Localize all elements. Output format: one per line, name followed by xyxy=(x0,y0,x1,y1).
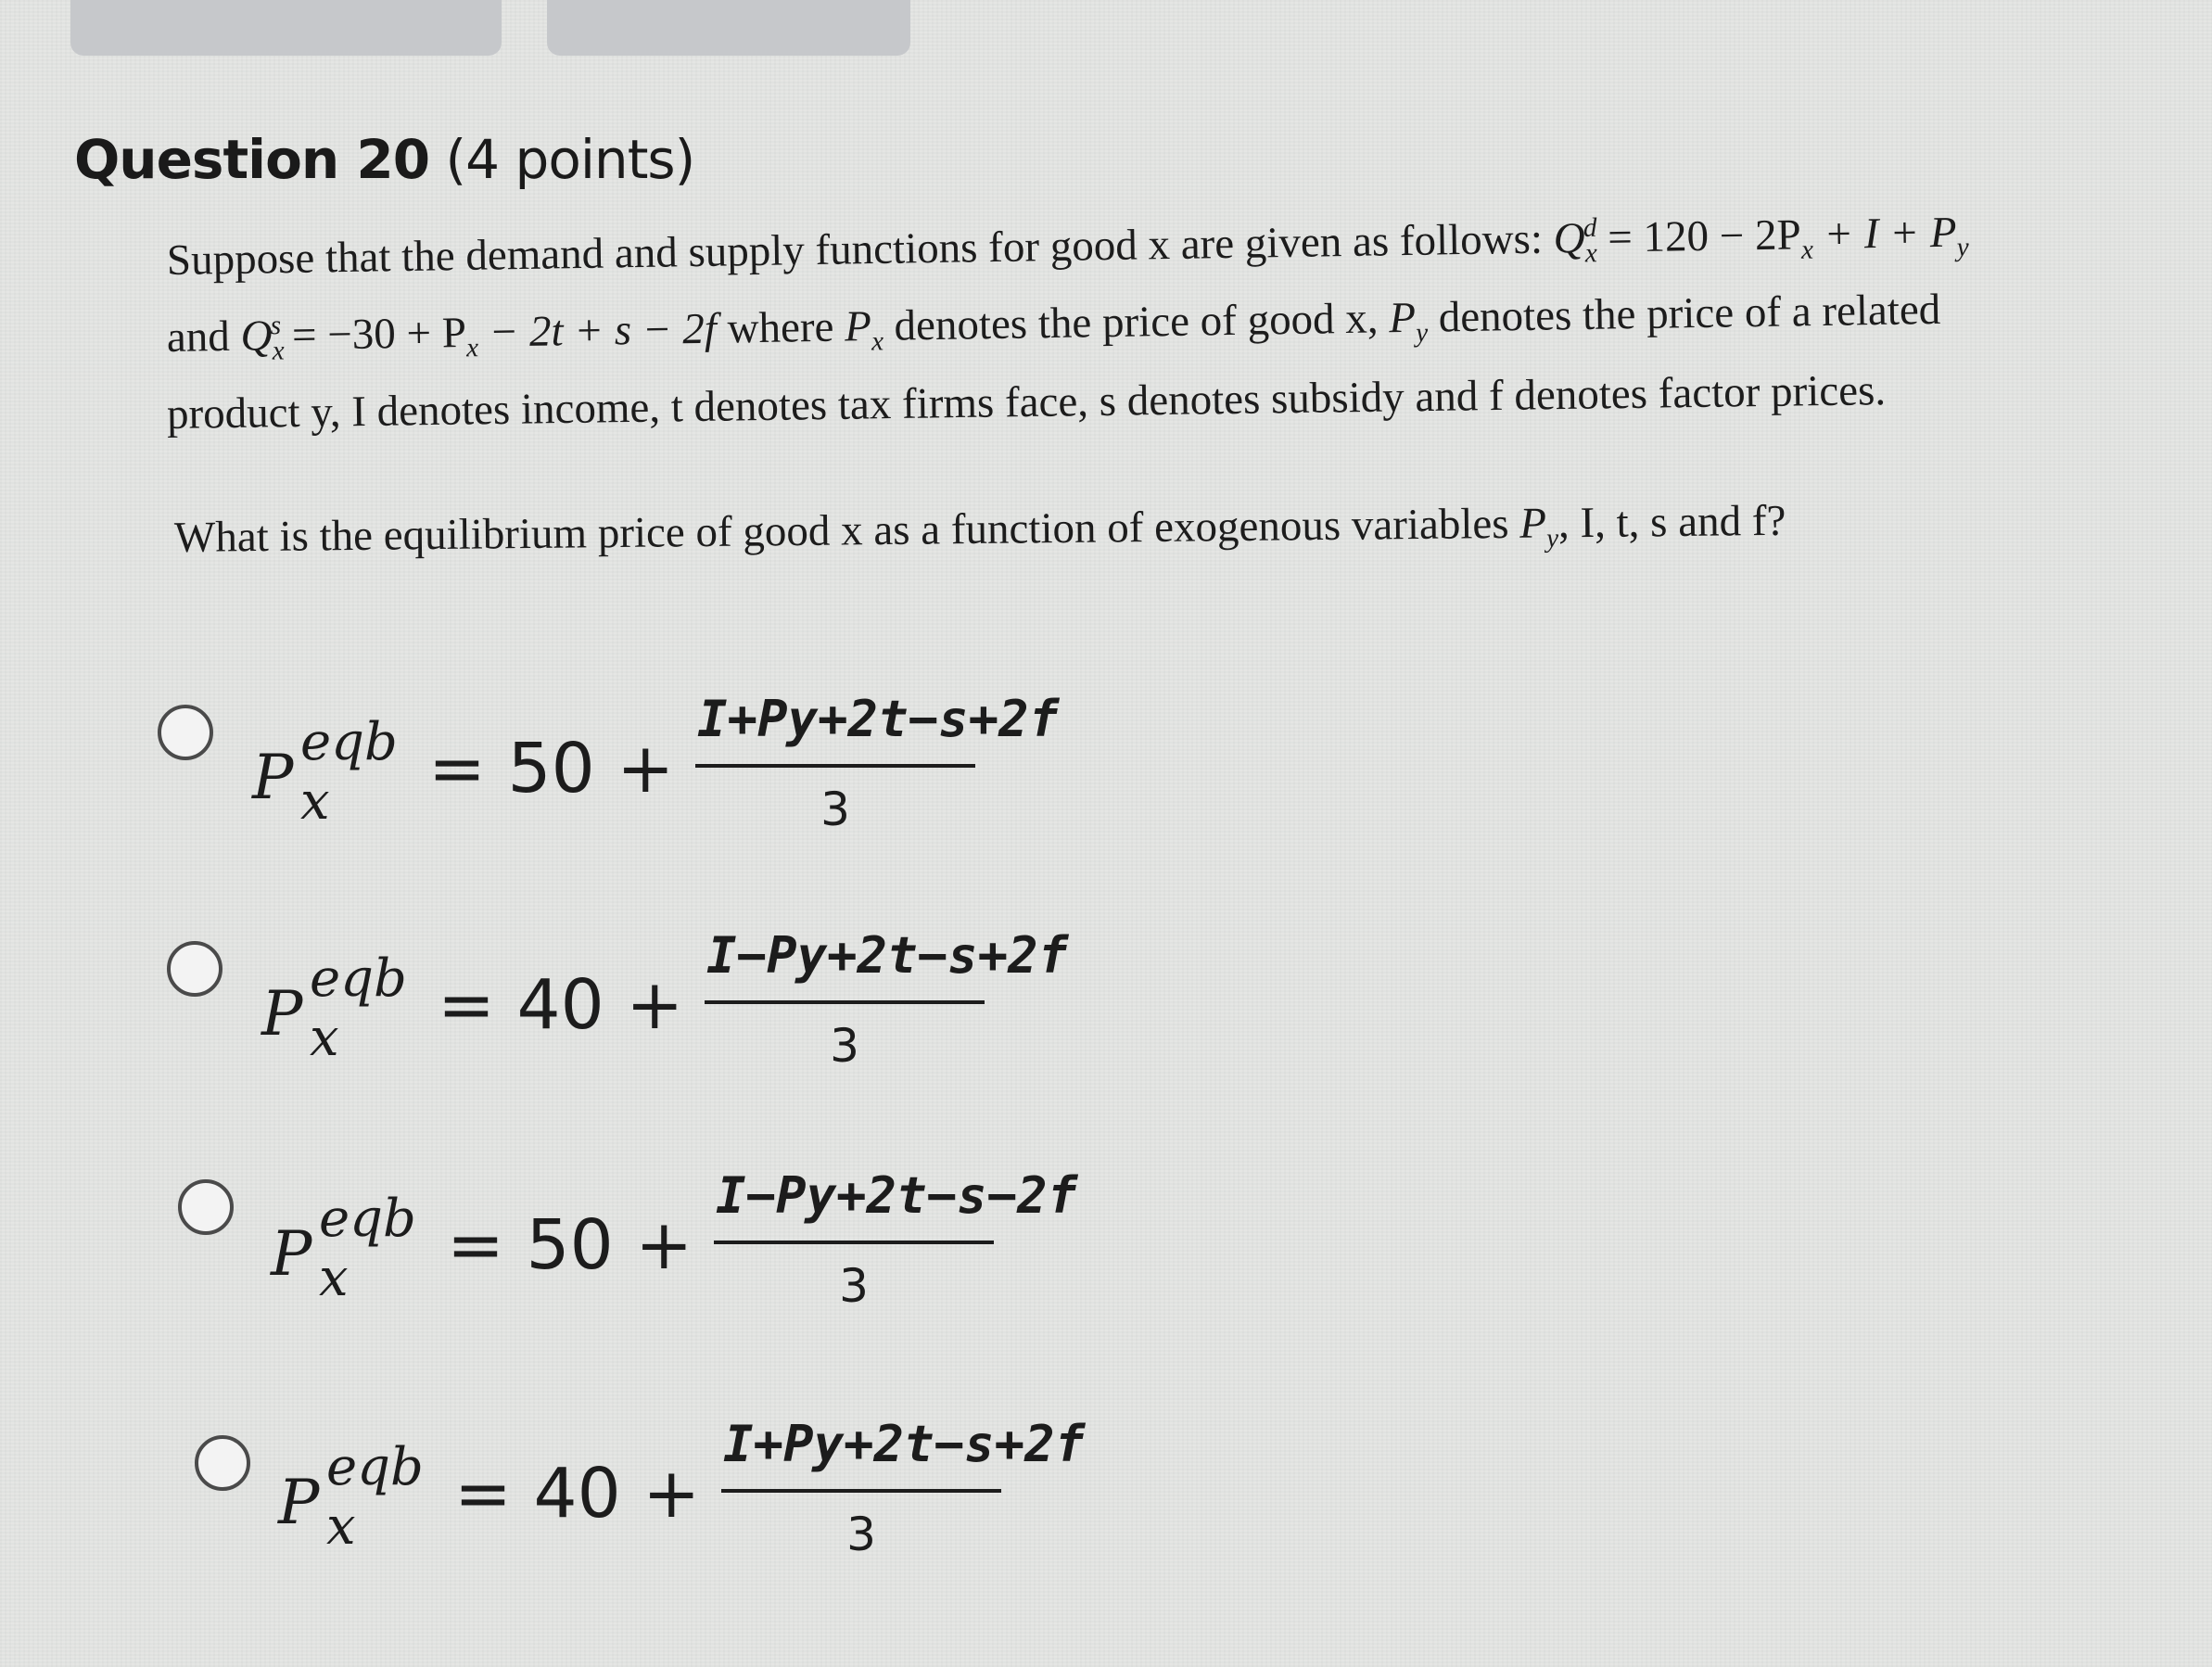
question-prompt: What is the equilibrium price of good x as a function of exogenous variables $P_y$, I, t, s and f? xyxy=(173,496,1786,562)
question-number: Question 20 xyxy=(74,128,430,191)
answer-option-3[interactable]: P eqb x = 50 + I−Py+2t−s−2f 3 xyxy=(0,1157,2212,1343)
question-points: (4 points) xyxy=(445,128,695,191)
fraction-numerator: I−Py+2t−s+2f xyxy=(706,926,1069,985)
fraction-numerator: I+Py+2t−s+2f xyxy=(697,690,1060,748)
fraction-denominator: 3 xyxy=(846,1508,876,1561)
radio-button[interactable] xyxy=(178,1179,234,1235)
radio-button[interactable] xyxy=(167,941,222,997)
fraction-bar xyxy=(721,1489,1001,1493)
fraction-denominator: 3 xyxy=(839,1259,869,1313)
previous-page-button[interactable] xyxy=(70,0,502,56)
fraction-numerator: I+Py+2t−s+2f xyxy=(723,1415,1086,1473)
demand-equation: $Q_x^d = 120 - 2P_x + I + P_y$ xyxy=(1553,208,1969,269)
stem-py-description: denotes the price of a related xyxy=(1438,285,1941,342)
stem-text: Suppose that the demand and supply functions for good x are given as follows: xyxy=(166,214,1544,285)
radio-button[interactable] xyxy=(158,705,213,760)
fraction-bar xyxy=(695,764,975,768)
answer-option-1[interactable]: P eqb x = 50 + I+Py+2t−s+2f 3 xyxy=(0,686,2212,872)
fraction-bar xyxy=(714,1241,994,1244)
answer-option-4[interactable]: P eqb x = 40 + I+Py+2t−s+2f 3 xyxy=(0,1398,2212,1584)
fraction-denominator: 3 xyxy=(820,783,850,836)
answer-option-2[interactable]: P eqb x = 40 + I−Py+2t−s+2f 3 xyxy=(0,923,2212,1108)
question-stem-line-1 xyxy=(167,207,1969,291)
fraction-bar xyxy=(705,1000,985,1004)
question-stem-line-3: product y, I denotes income, t denotes tax firms face, s denotes subsidy and f denotes factor prices. xyxy=(166,366,1887,439)
question-title xyxy=(74,128,694,191)
fraction-numerator: I−Py+2t−s−2f xyxy=(716,1166,1078,1225)
stem-and: and xyxy=(166,312,231,362)
stem-where: where xyxy=(727,302,834,353)
supply-equation: $Q_x^s = -30 + P_x - 2t + s - 2f$ xyxy=(240,304,718,366)
question-stem-line-2: and $Q_x^s = -30 + P_x - 2t + s - 2f$ where $P_x$ denotes the price of good x, $P_y$ denotes the price of a related xyxy=(166,285,1941,366)
fraction-denominator: 3 xyxy=(830,1019,859,1073)
radio-button[interactable] xyxy=(195,1435,250,1491)
next-page-button[interactable] xyxy=(547,0,910,56)
stem-px-description: denotes the price of good x, xyxy=(894,294,1379,350)
